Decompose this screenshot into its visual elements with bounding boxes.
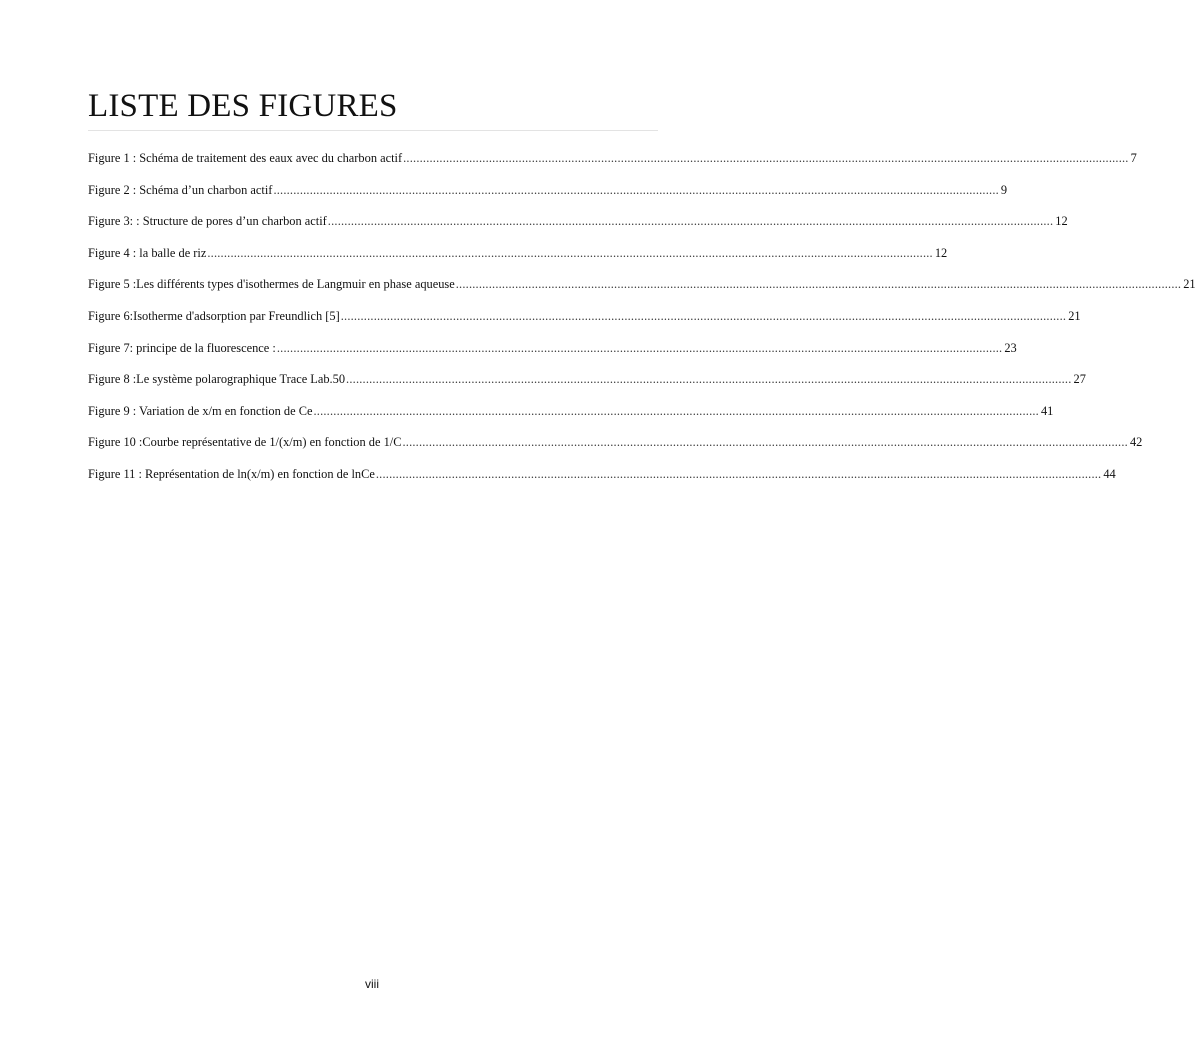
page-title: LISTE DES FIGURES bbox=[88, 88, 398, 124]
dot-leader: ............................................................................................................................................................................................................................ bbox=[402, 435, 1128, 450]
figure-entry-page: 7 bbox=[1130, 151, 1137, 165]
dot-leader: ............................................................................................................................................................................................................................ bbox=[327, 214, 1054, 229]
figure-entry-label: Figure 6:Isotherme d'adsorption par Freundlich [5] bbox=[88, 308, 340, 323]
figure-entry-label: Figure 1 : Schéma de traitement des eaux avec du charbon actif bbox=[88, 151, 403, 165]
dot-leader: ............................................................................................................................................................................................................................ bbox=[346, 372, 1072, 387]
figure-entry-7[interactable] bbox=[88, 338, 1017, 370]
figure-entry-5[interactable] bbox=[88, 274, 1196, 306]
figure-entry-6[interactable] bbox=[88, 306, 1081, 338]
figure-list bbox=[88, 148, 1196, 496]
figure-entry-9[interactable] bbox=[88, 401, 1054, 433]
dot-leader: ............................................................................................................................................................................................................................ bbox=[273, 182, 999, 197]
dot-leader: ............................................................................................................................................................................................................................ bbox=[455, 277, 1182, 292]
figure-entry-8[interactable] bbox=[88, 369, 1086, 401]
figure-entry-page: 44 bbox=[1103, 466, 1116, 481]
title-divider bbox=[88, 130, 658, 131]
dot-leader: ............................................................................................................................................................................................................................ bbox=[340, 308, 1067, 323]
figure-entry-page: 27 bbox=[1073, 372, 1086, 387]
figure-entry-label: Figure 5 :Les différents types d'isothermes de Langmuir en phase aqueuse bbox=[88, 277, 455, 292]
figure-entry-1[interactable] bbox=[88, 148, 1137, 180]
figure-entry-3[interactable] bbox=[88, 211, 1068, 243]
figure-entry-10[interactable] bbox=[88, 432, 1143, 464]
figure-entry-page: 12 bbox=[934, 245, 948, 260]
figure-entry-page: 23 bbox=[1004, 340, 1017, 355]
figure-entry-label: Figure 7: principe de la fluorescence : bbox=[88, 340, 276, 355]
figure-entry-page: 21 bbox=[1068, 308, 1081, 323]
figure-entry-page: 21 bbox=[1183, 277, 1196, 292]
figure-entry-label: Figure 9 : Variation de x/m en fonction de Ce bbox=[88, 403, 313, 418]
figure-entry-label: Figure 8 :Le système polarographique Trace Lab.50 bbox=[88, 372, 346, 387]
figure-entry-page: 12 bbox=[1055, 214, 1068, 229]
figure-entry-label: Figure 10 :Courbe représentative de 1/(x/m) en fonction de 1/C bbox=[88, 435, 402, 450]
figure-entry-label: Figure 3: : Structure de pores d’un charbon actif bbox=[88, 214, 327, 229]
figure-entry-label: Figure 4 : la balle de riz bbox=[88, 245, 207, 260]
dot-leader: ............................................................................................................................................................................................................................ bbox=[276, 340, 1003, 355]
figure-entry-page: 41 bbox=[1040, 403, 1054, 418]
figure-entry-11[interactable] bbox=[88, 464, 1116, 496]
dot-leader: ............................................................................................................................................................................................................................ bbox=[403, 151, 1129, 165]
dot-leader: ............................................................................................................................................................................................................................ bbox=[207, 245, 933, 260]
figure-entry-label: Figure 11 : Représentation de ln(x/m) en fonction de lnCe bbox=[88, 466, 375, 481]
figure-entry-page: 42 bbox=[1129, 435, 1143, 450]
page-number: viii bbox=[365, 977, 379, 991]
figure-entry-2[interactable] bbox=[88, 180, 1008, 212]
dot-leader: ............................................................................................................................................................................................................................ bbox=[313, 403, 1039, 418]
figure-entry-label: Figure 2 : Schéma d’un charbon actif bbox=[88, 182, 273, 197]
dot-leader: ............................................................................................................................................................................................................................ bbox=[375, 466, 1102, 481]
figure-entry-page: 9 bbox=[1000, 182, 1008, 197]
figure-entry-4[interactable] bbox=[88, 243, 948, 275]
